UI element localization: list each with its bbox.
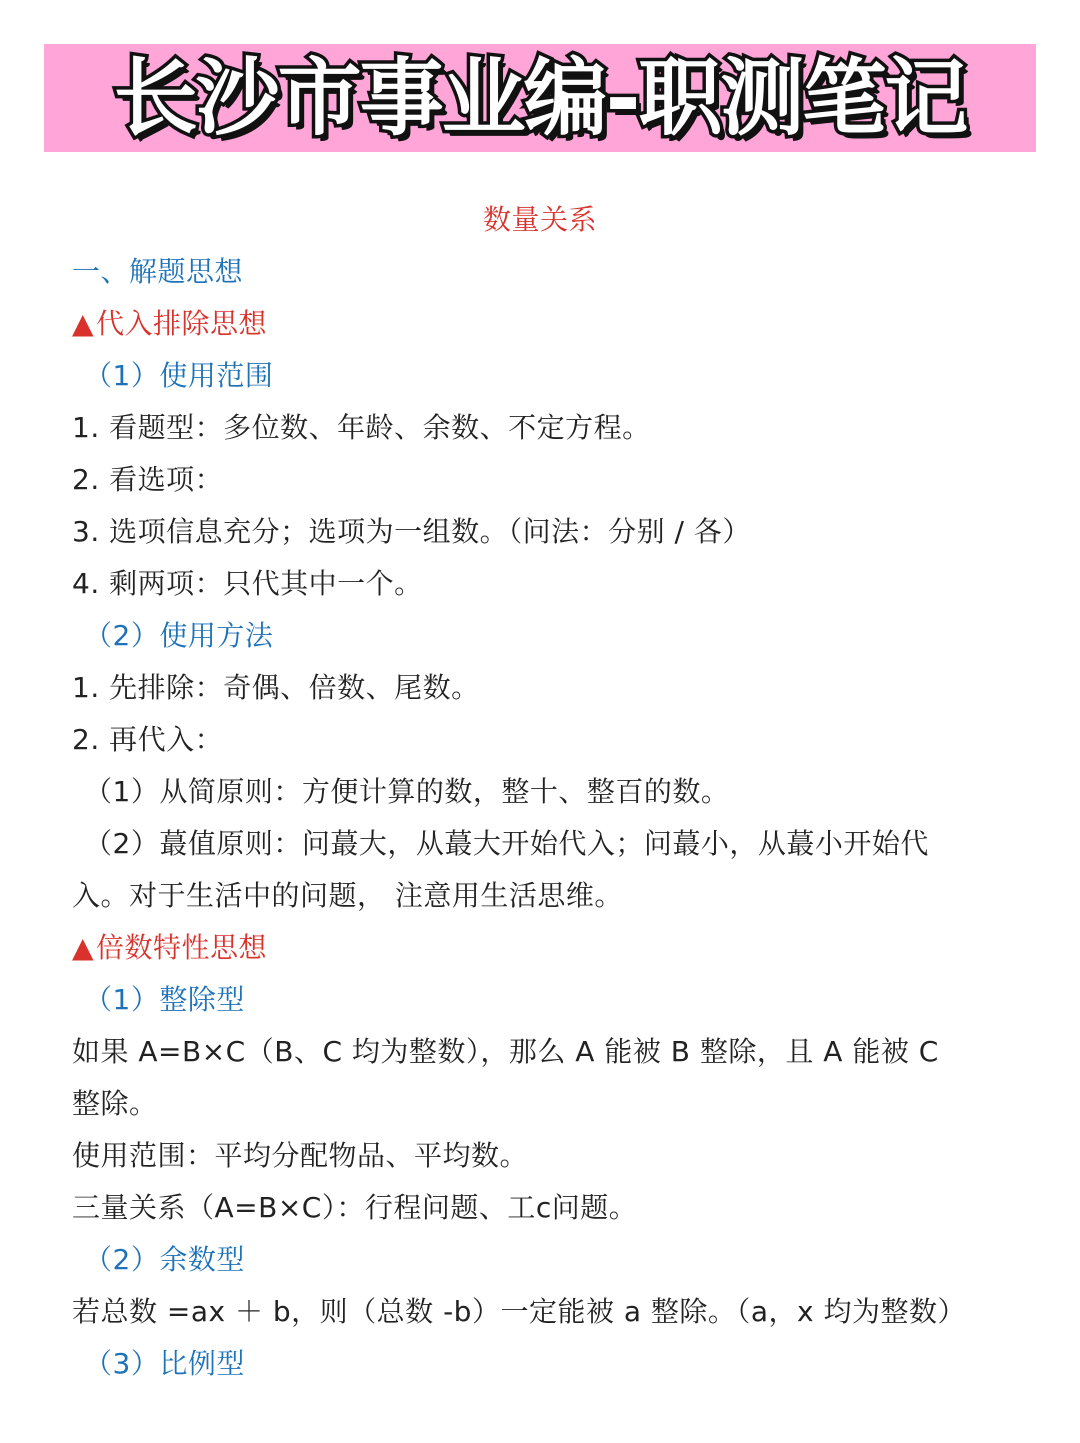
body-line: （1）从简原则：方便计算的数，整十、整百的数。 xyxy=(84,775,730,808)
body-line: 使用范围：平均分配物品、平均数。 xyxy=(72,1139,529,1172)
banner-title: 长沙市事业编-职测笔记 xyxy=(113,49,967,147)
red-triangle-icon: ▲ xyxy=(72,307,95,340)
subheading-remainder: （2）余数型 xyxy=(84,1243,245,1276)
heading-level-1: 一、解题思想 xyxy=(72,255,244,288)
method-heading-substitution xyxy=(72,306,267,342)
body-line: 整除。 xyxy=(72,1087,158,1120)
body-line: 3. 选项信息充分；选项为一组数。（问法：分别 / 各） xyxy=(72,515,751,548)
body-line: 2. 看选项： xyxy=(72,463,224,496)
section-title: 数量关系 xyxy=(482,203,597,236)
subheading-divisible: （1）整除型 xyxy=(84,983,245,1016)
method-heading-multiple xyxy=(72,930,267,966)
body-line: 2. 再代入： xyxy=(72,723,224,756)
body-line: 1. 先排除：奇偶、倍数、尾数。 xyxy=(72,671,480,704)
subheading-scope: （1）使用范围 xyxy=(84,359,274,392)
method-heading-text: 倍数特性思想 xyxy=(96,931,268,964)
body-line: 1. 看题型：多位数、年龄、余数、不定方程。 xyxy=(72,411,651,444)
body-line: （2）蕞值原则：问蕞大，从蕞大开始代入；问蕞小，从蕞小开始代 xyxy=(84,827,929,860)
red-triangle-icon: ▲ xyxy=(72,931,95,964)
body-line: 若总数 =ax ＋ b，则（总数 -b）一定能被 a 整除。（a，x 均为整数） xyxy=(72,1295,967,1328)
body-line: 入。对于生活中的问题， 注意用生活思维。 xyxy=(72,879,623,912)
subheading-ratio: （3）比例型 xyxy=(84,1347,245,1380)
body-line: 4. 剩两项：只代其中一个。 xyxy=(72,567,423,600)
body-line: 三量关系（A=B×C）：行程问题、工c问题。 xyxy=(72,1191,638,1224)
subheading-method: （2）使用方法 xyxy=(84,619,274,652)
body-line: 如果 A=B×C（B、C 均为整数），那么 A 能被 B 整除，且 A 能被 C xyxy=(72,1035,939,1068)
method-heading-text: 代入排除思想 xyxy=(96,307,268,340)
